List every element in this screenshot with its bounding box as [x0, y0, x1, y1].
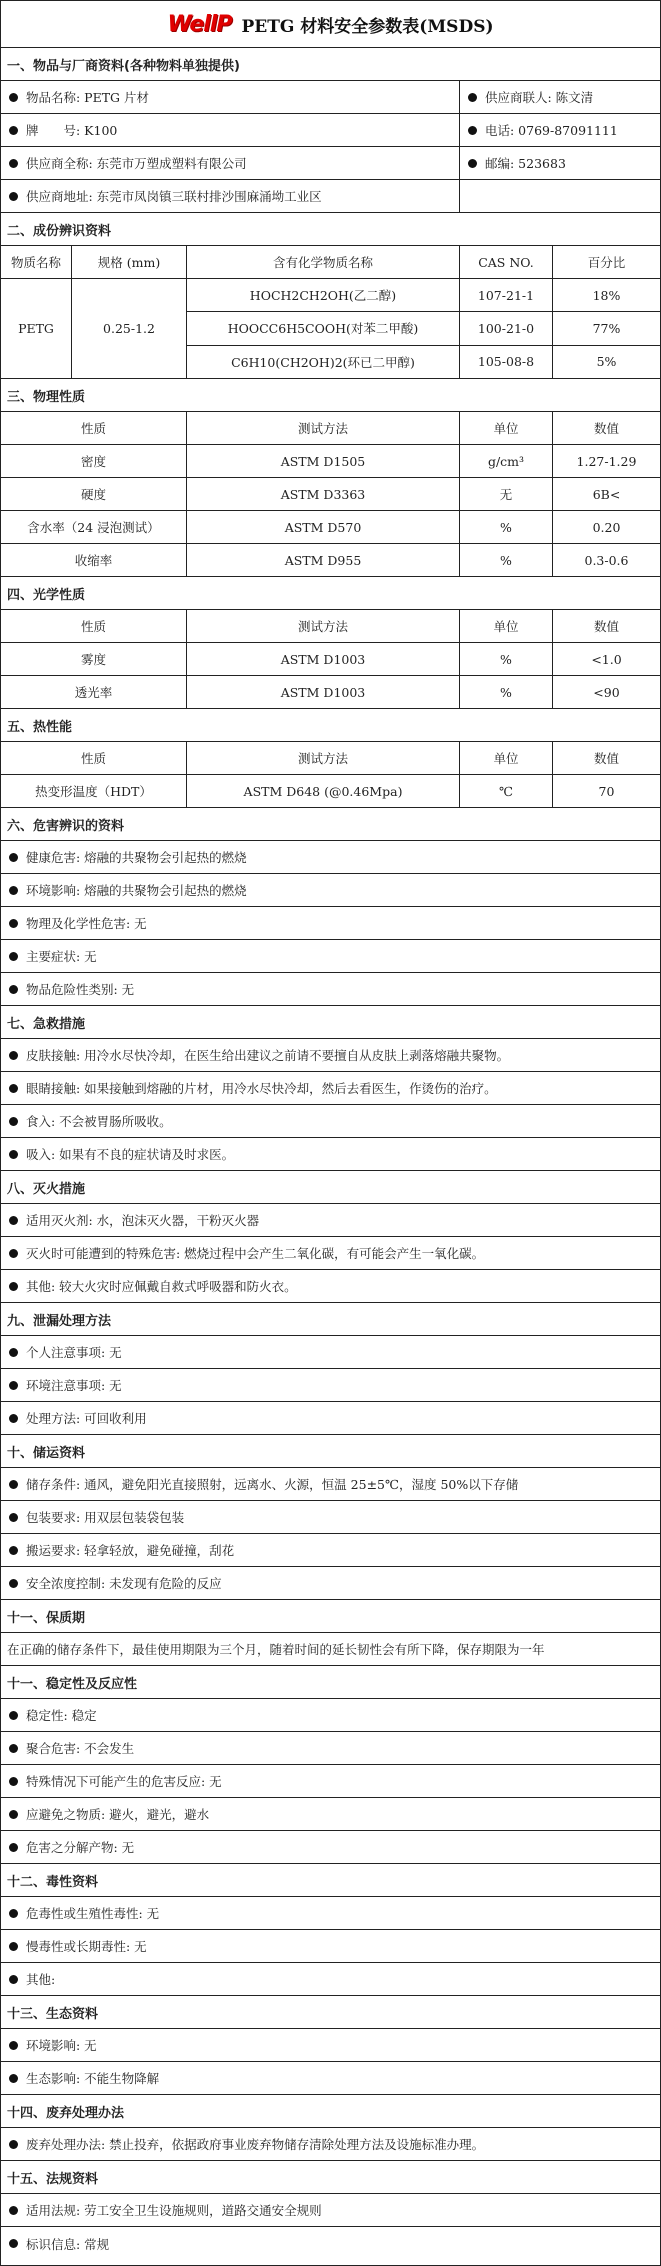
- bullet-icon: [9, 853, 18, 862]
- storage-item: 搬运要求: 轻拿轻放，避免碰撞，刮花: [1, 1534, 660, 1567]
- ecology-item: 生态影响: 不能生物降解: [1, 2062, 660, 2095]
- bullet-icon: [9, 2239, 18, 2248]
- section-heading-shelf-life: 十一、保质期: [1, 1600, 660, 1633]
- physical-header-row: 性质 测试方法 单位 数值: [1, 412, 660, 445]
- bullet-icon: [9, 93, 18, 102]
- bullet-icon: [9, 1942, 18, 1951]
- bullet-icon: [9, 1513, 18, 1522]
- bullet-icon: [9, 919, 18, 928]
- bullet-icon: [9, 126, 18, 135]
- substance-name: HOOCC6H5COOH(对苯二甲酸): [187, 311, 459, 344]
- bullet-icon: [9, 2074, 18, 2083]
- bullet-icon: [9, 1777, 18, 1786]
- first-aid-item: 吸入: 如果有不良的症状请及时求医。: [1, 1138, 660, 1171]
- supplier-row: 供应商全称: 东莞市万塑成塑料有限公司 邮编: 523683: [1, 147, 660, 180]
- storage-item: 安全浓度控制: 未发现有危险的反应: [1, 1567, 660, 1600]
- bullet-icon: [9, 952, 18, 961]
- bullet-icon: [9, 1975, 18, 1984]
- percentage: 5%: [553, 345, 660, 378]
- bullet-icon: [9, 1843, 18, 1852]
- bullet-icon: [9, 1909, 18, 1918]
- bullet-icon: [9, 1579, 18, 1588]
- section-heading-spill: 九、泄漏处理方法: [1, 1303, 660, 1336]
- fire-item: 其他: 较大火灾时应佩戴自救式呼吸器和防火衣。: [1, 1270, 660, 1303]
- bullet-icon: [468, 159, 477, 168]
- bullet-icon: [9, 159, 18, 168]
- bullet-icon: [9, 2041, 18, 2050]
- bullet-icon: [9, 1480, 18, 1489]
- section-heading-ecology: 十三、生态资料: [1, 1996, 660, 2029]
- bullet-icon: [9, 1414, 18, 1423]
- composition-header-row: 物质名称 规格 (mm) 含有化学物质名称 CAS NO. 百分比: [1, 246, 660, 279]
- thermal-header-row: 性质 测试方法 单位 数值: [1, 742, 660, 775]
- material-spec: 0.25-1.2: [103, 321, 155, 336]
- section-heading-disposal: 十四、废弃处理办法: [1, 2095, 660, 2128]
- bullet-icon: [9, 1381, 18, 1390]
- company-logo: WellP: [167, 11, 232, 37]
- section-heading-supplier: 一、物品与厂商资料(各种物料单独提供): [1, 48, 660, 81]
- physical-row: 密度 ASTM D1505 g/cm³ 1.27-1.29: [1, 445, 660, 478]
- regulation-item: 标识信息: 常规: [1, 2227, 660, 2260]
- hazard-item: 物理及化学性危害: 无: [1, 907, 660, 940]
- section-heading-thermal: 五、热性能: [1, 709, 660, 742]
- bullet-icon: [9, 1249, 18, 1258]
- supplier-row: 牌 号: K100 电话: 0769-87091111: [1, 114, 660, 147]
- bullet-icon: [468, 126, 477, 135]
- bullet-icon: [9, 1810, 18, 1819]
- fire-item: 适用灭火剂: 水，泡沫灭火器，干粉灭火器: [1, 1204, 660, 1237]
- section-heading-composition: 二、成份辨识资料: [1, 213, 660, 246]
- regulation-item: 适用法规: 劳工安全卫生设施规则，道路交通安全规则: [1, 2194, 660, 2227]
- supplier-row: 物品名称: PETG 片材 供应商联人: 陈文清: [1, 81, 660, 114]
- bullet-icon: [9, 1348, 18, 1357]
- bullet-icon: [9, 1711, 18, 1720]
- bullet-icon: [9, 192, 18, 201]
- optical-row: 透光率 ASTM D1003 % <90: [1, 676, 660, 709]
- bullet-icon: [9, 2140, 18, 2149]
- section-heading-first-aid: 七、急救措施: [1, 1006, 660, 1039]
- document-title: PETG 材料安全参数表(MSDS): [241, 16, 494, 37]
- substance-name: C6H10(CH2OH)2(环已二甲醇): [187, 345, 459, 378]
- stability-item: 应避免之物质: 避火，避光，避水: [1, 1798, 660, 1831]
- stability-item: 危害之分解产物: 无: [1, 1831, 660, 1864]
- fire-item: 灭火时可能遭到的特殊危害: 燃烧过程中会产生二氧化碳，有可能会产生一氧化碳。: [1, 1237, 660, 1270]
- stability-item: 聚合危害: 不会发生: [1, 1732, 660, 1765]
- thermal-row: 热变形温度（HDT） ASTM D648 (@0.46Mpa) ℃ 70: [1, 775, 660, 808]
- storage-item: 包装要求: 用双层包装袋包装: [1, 1501, 660, 1534]
- composition-body: [1, 279, 660, 379]
- bullet-icon: [468, 93, 477, 102]
- bullet-icon: [9, 1216, 18, 1225]
- substance-name: HOCH2CH2OH(乙二醇): [249, 288, 397, 304]
- section-heading-toxicity: 十二、毒性资料: [1, 1864, 660, 1897]
- physical-row: 含水率（24 浸泡测试） ASTM D570 % 0.20: [1, 511, 660, 544]
- spill-item: 处理方法: 可回收利用: [1, 1402, 660, 1435]
- toxicity-item: 慢毒性或长期毒性: 无: [1, 1930, 660, 1963]
- document-header: [1, 1, 660, 48]
- storage-item: 储存条件: 通风，避免阳光直接照射，远离水、火源，恒温 25±5℃，湿度 50%以下存储: [1, 1468, 660, 1501]
- bullet-icon: [9, 2206, 18, 2215]
- bullet-icon: [9, 886, 18, 895]
- section-heading-hazards: 六、危害辨识的资料: [1, 808, 660, 841]
- hazard-item: 物品危险性类别: 无: [1, 973, 660, 1006]
- cas-number: 107-21-1: [477, 287, 535, 303]
- first-aid-item: 眼睛接触: 如果接触到熔融的片材，用冷水尽快冷却，然后去看医生，作烫伤的治疗。: [1, 1072, 660, 1105]
- optical-row: 雾度 ASTM D1003 % <1.0: [1, 643, 660, 676]
- ecology-item: 环境影响: 无: [1, 2029, 660, 2062]
- bullet-icon: [9, 1546, 18, 1555]
- section-heading-stability: 十一、稳定性及反应性: [1, 1666, 660, 1699]
- spill-item: 个人注意事项: 无: [1, 1336, 660, 1369]
- bullet-icon: [9, 1150, 18, 1159]
- spill-item: 环境注意事项: 无: [1, 1369, 660, 1402]
- bullet-icon: [9, 1051, 18, 1060]
- section-heading-fire-fighting: 八、灭火措施: [1, 1171, 660, 1204]
- section-heading-storage: 十、储运资料: [1, 1435, 660, 1468]
- bullet-icon: [9, 1282, 18, 1291]
- percentage: 18%: [592, 287, 621, 303]
- physical-row: 收缩率 ASTM D955 % 0.3-0.6: [1, 544, 660, 577]
- cas-number: 100-21-0: [460, 311, 552, 344]
- section-heading-optical: 四、光学性质: [1, 577, 660, 610]
- cas-number: 105-08-8: [460, 345, 552, 378]
- percentage: 77%: [553, 311, 660, 344]
- optical-header-row: 性质 测试方法 单位 数值: [1, 610, 660, 643]
- first-aid-item: 食入: 不会被胃肠所吸收。: [1, 1105, 660, 1138]
- section-heading-physical: 三、物理性质: [1, 379, 660, 412]
- stability-item: 稳定性: 稳定: [1, 1699, 660, 1732]
- bullet-icon: [9, 985, 18, 994]
- bullet-icon: [9, 1084, 18, 1093]
- hazard-item: 健康危害: 熔融的共聚物会引起热的燃烧: [1, 841, 660, 874]
- supplier-row: 供应商地址: 东莞市凤岗镇三联村排沙围麻涌坳工业区: [1, 180, 660, 213]
- toxicity-item: 其他:: [1, 1963, 660, 1996]
- hazard-item: 环境影响: 熔融的共聚物会引起热的燃烧: [1, 874, 660, 907]
- toxicity-item: 危毒性或生殖性毒性: 无: [1, 1897, 660, 1930]
- stability-item: 特殊情况下可能产生的危害反应: 无: [1, 1765, 660, 1798]
- bullet-icon: [9, 1744, 18, 1753]
- hazard-item: 主要症状: 无: [1, 940, 660, 973]
- bullet-icon: [9, 1117, 18, 1126]
- section-heading-regulations: 十五、法规资料: [1, 2161, 660, 2194]
- shelf-life-text: 在正确的储存条件下，最佳使用期限为三个月，随着时间的延长韧性会有所下降，保存期限为一年: [1, 1633, 660, 1666]
- first-aid-item: 皮肤接触: 用冷水尽快冷却，在医生给出建议之前请不要擅自从皮肤上剥落熔融共聚物。: [1, 1039, 660, 1072]
- physical-row: 硬度 ASTM D3363 无 6B<: [1, 478, 660, 511]
- disposal-item: 废弃处理办法: 禁止投弃，依据政府事业废弃物储存清除处理方法及设施标准办理。: [1, 2128, 660, 2161]
- material-name: PETG: [18, 321, 54, 336]
